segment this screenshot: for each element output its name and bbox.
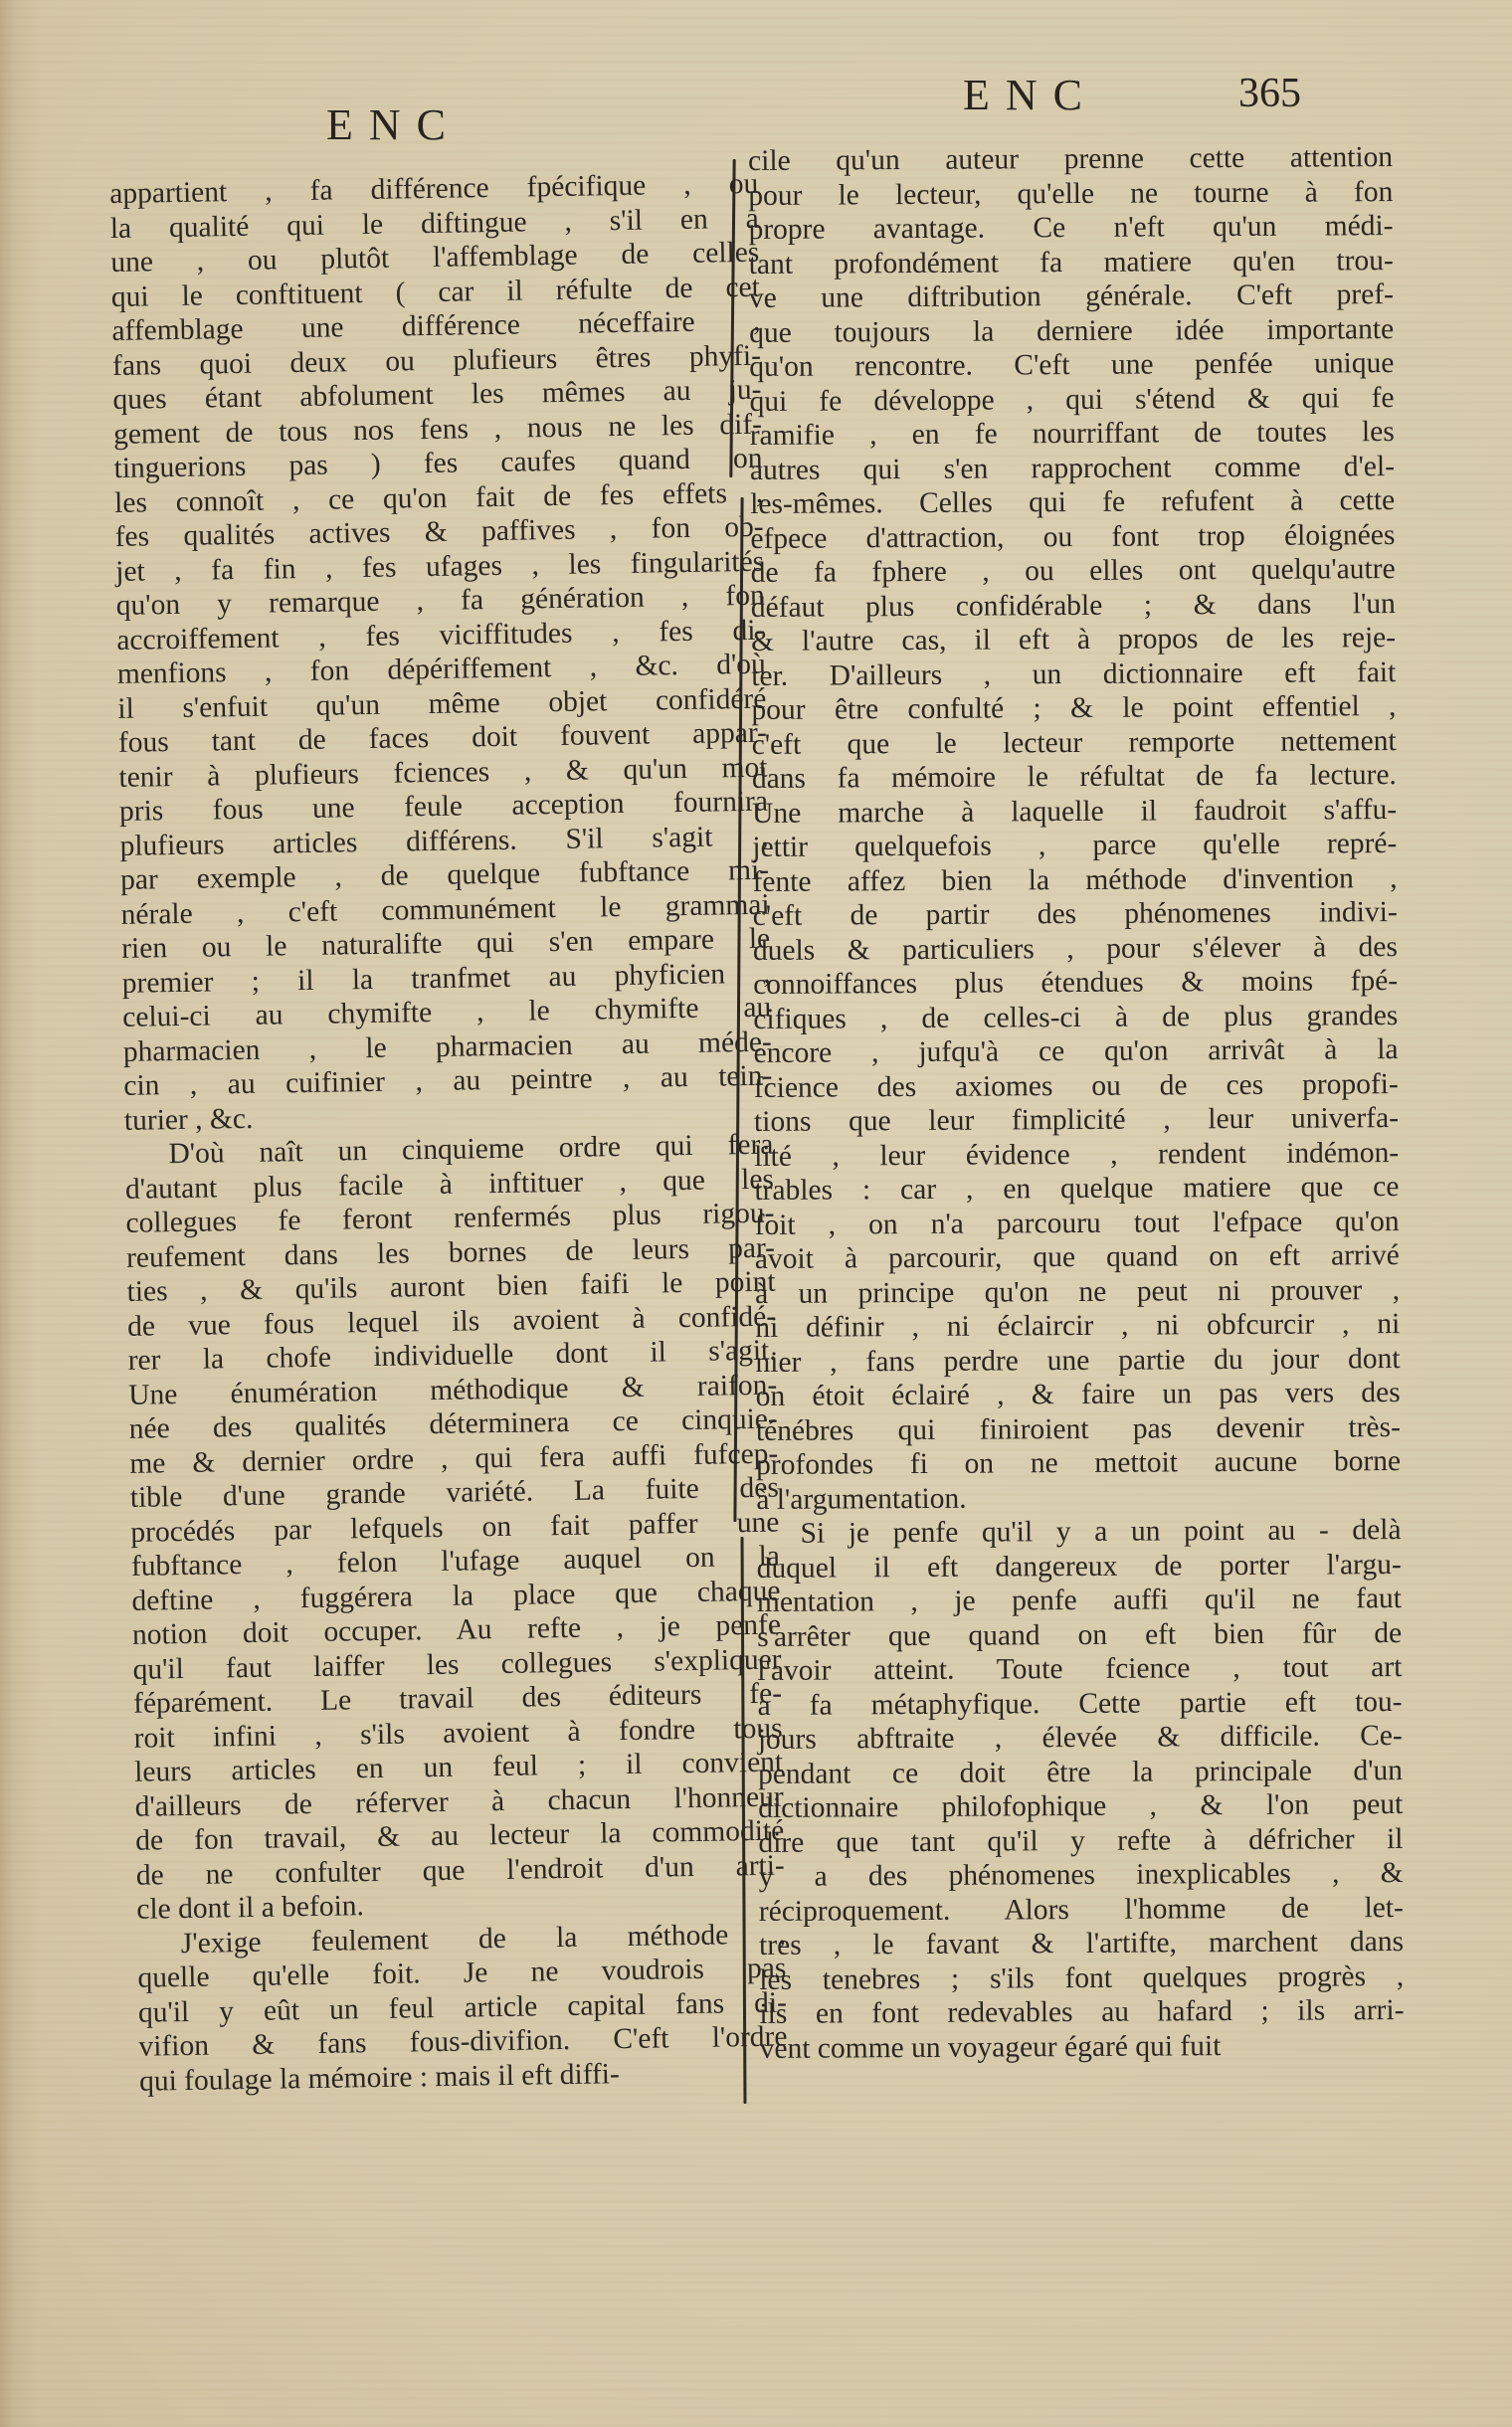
text-line: rer la chofe individuelle dont il s'agit.: [127, 1334, 777, 1377]
text-line: une , ou plutôt l'affemblage de celles: [110, 236, 760, 279]
text-line: lité , leur évidence , rendent indémon-: [754, 1136, 1400, 1173]
text-line: ques étant abfolument les mêmes au ju-: [112, 373, 762, 416]
text-line: l'avoir atteint. Toute fcience , tout art: [757, 1651, 1403, 1687]
text-line: c'eft que le lecteur remporte nettement: [751, 724, 1397, 761]
text-line: il s'enfuit qu'un même objet confidéré: [117, 682, 767, 725]
text-line: collegues fe feront renfermés plus rigou-: [125, 1197, 775, 1239]
text-line: défaut plus confidérable ; & dans l'un: [750, 587, 1396, 624]
text-line: plufieurs articles différens. S'il s'agit ,: [119, 820, 769, 862]
text-line: encore , jufqu'à ce qu'on arrivât à la: [753, 1033, 1399, 1069]
text-line: jettir quelquefois , parce qu'elle repré-: [752, 828, 1398, 863]
text-line: vifion & fans fous-divifion. C'eft l'ordre: [138, 2020, 788, 2063]
text-line: que toujours la derniere idée importante: [749, 312, 1395, 349]
text-line: dire que tant qu'il y refte à défricher il: [758, 1822, 1404, 1859]
text-line: ni définir , ni éclaircir , ni obfcurcir , ni: [755, 1308, 1401, 1344]
text-line: pendant ce doit être la principale d'un: [757, 1754, 1404, 1790]
text-line: connoiffances plus étendues & moins fpé-: [753, 965, 1399, 1001]
text-line: les-mêmes. Celles qui fe refufent à cette: [750, 484, 1396, 520]
text-line: vent comme un voyageur égaré qui fuit: [759, 2029, 1222, 2065]
text-line: s'arrêter que quand on eft bien fûr de: [757, 1616, 1403, 1653]
text-line: on étoit éclairé , & faire un pas vers des: [755, 1377, 1401, 1412]
text-line: & l'autre cas, il eft à propos de les reje-: [750, 622, 1397, 657]
text-line: gement de tous nos fens , nous ne les dif-: [112, 408, 763, 451]
text-line: pris fous une feule acception fournira: [118, 785, 769, 828]
text-line: fubftance , felon l'ufage auquel on la: [130, 1540, 781, 1583]
text-line: roit infini , s'ils avoient à fondre tous: [133, 1712, 783, 1755]
text-line: tres , le favant & l'artifte, marchent dans: [758, 1926, 1405, 1961]
text-line: fente affez bien la méthode d'invention ,: [752, 861, 1398, 898]
text-line: ramifie , en fe nourriffant de toutes les: [749, 416, 1395, 452]
text-line: duels & particuliers , pour s'élever à des: [752, 930, 1399, 967]
text-line: de vue fous lequel ils avoient à confidé-: [126, 1300, 777, 1343]
text-line: D'où naît un cinquieme ordre qui fera: [168, 1128, 774, 1171]
text-line: la qualité qui le diftingue , s'il en a: [109, 202, 759, 245]
text-line: cifiques , de celles-ci à de plus grandes: [753, 999, 1399, 1035]
text-line: duquel il eft dangereux de porter l'argu-: [756, 1548, 1402, 1585]
text-line: fans quoi deux ou plufieurs êtres phyfi-: [111, 339, 762, 382]
text-line: Une marche à laquelle il faudroit s'affu-: [752, 793, 1398, 830]
text-line: rien ou le naturalifte qui s'en empare le: [120, 922, 771, 965]
text-line: ties , & qu'ils auront bien faifi le point: [126, 1265, 776, 1308]
text-line: née des qualités déterminera ce cinquie-: [128, 1402, 778, 1445]
text-line: reufement dans les bornes de leurs par-: [125, 1231, 776, 1274]
text-line: affemblage une différence néceffaire ,: [111, 304, 761, 347]
text-line: fcience des axiomes ou de ces propofi-: [753, 1067, 1399, 1104]
text-line: qui foulage la mémoire : mais il eft diffi-: [138, 2057, 621, 2098]
text-line: qu'on rencontre. C'eft une penfée unique: [749, 347, 1395, 383]
text-line: qu'il faut laiffer les collegues s'expliquer: [132, 1643, 782, 1686]
text-line: autres qui s'en rapprochent comme d'el-: [749, 450, 1396, 486]
text-line: réciproquement. Alors l'homme de let-: [758, 1891, 1404, 1928]
text-line: pour le lecteur, qu'elle ne tourne à fon: [748, 175, 1394, 212]
text-line: ils en font redevables au hafard ; ils arri-: [759, 1994, 1405, 2030]
text-line: nérale , c'eft communément le grammai: [120, 888, 770, 931]
text-line: propre avantage. Ce n'eft qu'un médi-: [748, 210, 1394, 246]
text-line: les tenebres ; s'ils font quelques progrès ,: [759, 1960, 1405, 1996]
running-head-right: ENC: [963, 71, 1098, 119]
text-line: cle dont il a befoin.: [136, 1890, 365, 1926]
left-column: [109, 167, 788, 2099]
text-line: qu'on y remarque , fa génération , fon: [115, 579, 765, 622]
text-line: tions que leur fimplicité , leur univerfa-: [753, 1102, 1400, 1138]
text-line: ve une diftribution générale. C'eft pref-: [748, 279, 1395, 314]
text-line: ténébres qui finiroient pas devenir très-: [755, 1410, 1401, 1447]
text-line: ter. D'ailleurs , un dictionnaire eft fait: [751, 655, 1397, 692]
text-line: profondes fi on ne mettoit aucune borne: [756, 1445, 1402, 1481]
text-line: leurs articles en un feul ; il convient: [133, 1746, 784, 1788]
text-line: de fon travail, & au lecteur la commodité: [135, 1814, 785, 1857]
text-line: cile qu'un auteur prenne cette attention: [748, 141, 1394, 177]
text-line: y a des phénomenes inexplicables , &: [758, 1857, 1404, 1893]
text-line: qu'il y eût un feul article capital fans di-: [137, 1986, 788, 2029]
text-line: qui fe développe , qui s'étend & qui fe: [749, 381, 1395, 418]
text-line: J'exige feulement de la méthode ,: [180, 1918, 787, 1960]
text-line: d'ailleurs de réferver à chacun l'honneur: [134, 1780, 784, 1823]
text-line: appartient , fa différence fpécifique , ou: [109, 167, 759, 210]
text-line: de ne confulter que l'endroit d'un arti-: [135, 1849, 785, 1892]
text-line: fous tant de faces doit fouvent appar-: [117, 716, 768, 759]
text-line: premier ; il la tranfmet au phyficien ,: [121, 957, 771, 1000]
text-line: fes qualités actives & paffives , fon ob-: [114, 510, 764, 553]
text-line: mentation , je penfe auffi qu'il ne faut: [756, 1583, 1403, 1618]
text-line: tant profondément fa matiere qu'en trou-: [748, 244, 1394, 280]
text-line: Une énumération méthodique & raifon-: [127, 1369, 778, 1411]
text-line: dictionnaire philofophique , & l'on peut: [758, 1788, 1404, 1824]
text-line: féparément. Le travail des éditeurs fe-: [132, 1677, 783, 1720]
text-line: foit , on n'a parcouru tout l'efpace qu'on: [754, 1205, 1400, 1241]
text-line: d'autant plus facile à inftituer , que les: [124, 1163, 775, 1206]
text-line: Si je penfe qu'il y a un point au - delà: [800, 1514, 1402, 1550]
text-line: jet , fa fin , fes ufages , les fingularités: [114, 545, 765, 588]
text-line: procédés par lefquels on fait paffer une: [130, 1506, 780, 1549]
text-line: nier , fans perdre une partie du jour dont: [755, 1342, 1401, 1379]
page-number: 365: [1238, 71, 1301, 116]
text-line: cin , au cuifinier , au peintre , au tein-: [123, 1059, 773, 1102]
text-line: efpece d'attraction, ou font trop éloignées: [750, 518, 1396, 555]
text-line: jours abftraite , élevée & difficile. Ce-: [757, 1720, 1403, 1756]
text-line: à un principe qu'on ne peut ni prouver ,: [754, 1273, 1401, 1310]
text-line: quelle qu'elle foit. Je ne voudrois pas: [137, 1952, 787, 1994]
text-line: les connoît , ce qu'on fait de fes effets ,: [113, 476, 764, 519]
text-line: menfions , fon dépériffement , &c. d'où: [116, 648, 767, 690]
text-line: tenir à plufieurs fciences , & qu'un mot: [118, 751, 768, 794]
running-head-left: ENC: [326, 100, 462, 149]
text-line: a fa métaphyfique. Cette partie eft tou-: [757, 1685, 1403, 1722]
text-line: avoit à parcourir, que quand on eft arrivé: [754, 1239, 1400, 1275]
text-line: trables : car , en quelque matiere que ce: [754, 1171, 1400, 1207]
text-line: par exemple , de quelque fubftance mi-: [119, 853, 770, 896]
text-line: pharmacien , le pharmacien au méde-: [122, 1026, 772, 1068]
right-column: [748, 140, 1405, 2066]
text-line: turier , &c.: [123, 1102, 254, 1137]
text-line: à l'argumentation.: [756, 1482, 967, 1516]
text-line: celui-ci au chymifte , le chymifte au: [122, 991, 772, 1033]
text-line: qui le conftituent ( car il réfulte de cet: [110, 271, 761, 313]
text-line: tinguerions pas ) fes caufes quand on: [113, 442, 763, 484]
text-line: c'eft de partir des phénomenes indivi-: [752, 896, 1398, 932]
text-line: accroiffement , fes viciffitudes , fes di-: [116, 614, 766, 656]
text-line: notion doit occuper. Au refte , je penfe: [131, 1608, 782, 1651]
text-line: tible d'une grande variété. La fuite des: [129, 1471, 780, 1514]
text-line: de fa fphere , ou elles ont quelqu'autre: [750, 553, 1396, 589]
text-line: me & dernier ordre , qui fera auffi fufcep-: [129, 1437, 779, 1480]
text-line: pour être confulté ; & le point effentiel ,: [751, 690, 1397, 726]
text-line: dans fa mémoire le réfultat de fa lecture.: [751, 759, 1397, 795]
text-line: deftine , fuggérera la place que chaque: [131, 1575, 781, 1617]
